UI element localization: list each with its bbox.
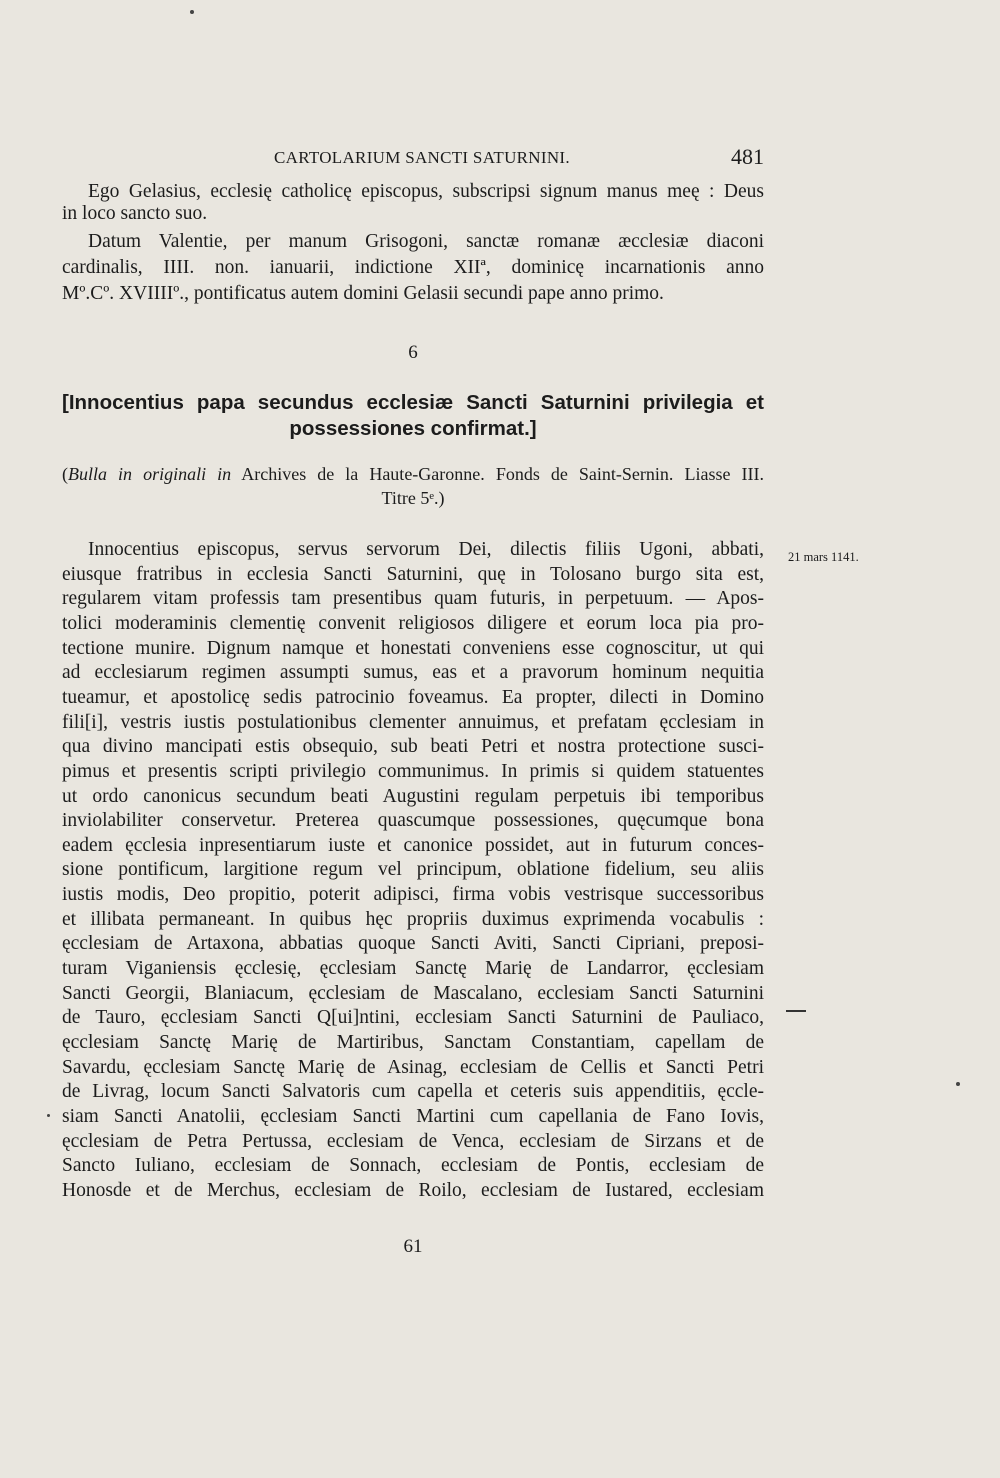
text-line: ęcclesiam de Artaxona, abbatias quoque Sancti Aviti, Sancti Cipriani, preposi- bbox=[62, 933, 764, 955]
text-line: Mº.Cº. XVIIIIº., pontificatus autem domini Gelasii secundi pape anno primo. bbox=[62, 283, 664, 304]
text-line: Sancto Iuliano, ecclesiam de Sonnach, ecclesiam de Pontis, ecclesiam de bbox=[62, 1155, 764, 1177]
text-line: ęcclesiam de Petra Pertussa, ecclesiam de Venca, ecclesiam de Sirzans et de bbox=[62, 1130, 764, 1152]
text-line: ad ecclesiarum regimen assumpti sumus, eas et a pravorum hominum nequitia bbox=[62, 662, 764, 684]
text-line: Honosde et de Merchus, ecclesiam de Roilo, ecclesiam de Iustared, ecclesiam bbox=[62, 1179, 764, 1201]
text-line: sione pontificum, largitione regum vel principum, oblatione fidelium, seu aliis bbox=[62, 859, 764, 881]
text-line: ęcclesiam Sanctę Marię de Martiribus, Sanctam Constantiam, capellam de bbox=[62, 1032, 764, 1053]
heading-line: possessiones confirmat.] bbox=[289, 417, 537, 440]
text-line: Datum Valentie, per manum Grisogoni, sanctæ romanæ æcclesiæ diaconi bbox=[88, 231, 764, 252]
text-line: inviolabiliter conservetur. Preterea quascumque possessiones, quęcumque bona bbox=[62, 810, 764, 832]
text-line: eadem ęcclesia inpresentiarum iuste et canonice possidet, aut in futurum conces- bbox=[62, 834, 764, 856]
text-line: tolici moderaminis clementię convenit religiosos diligere et eorum loca pia pro- bbox=[62, 612, 764, 634]
text-line: Ego Gelasius, ecclesię catholicę episcopus, subscripsi signum manus meę : Deus bbox=[88, 181, 764, 202]
paper-speck bbox=[47, 1114, 50, 1117]
signature-mark: 61 bbox=[403, 1236, 423, 1257]
text-line: Sancti Georgii, Blaniacum, ęcclesiam de Mascalano, ecclesiam Sancti Saturnini bbox=[62, 982, 764, 1004]
text-line: tueamur, et apostolicę sedis patrocinio foveamus. Ea propter, dilecti in Domino bbox=[62, 686, 764, 708]
source-archive: Archives de la Haute-Garonne. Fonds de Saint-Sernin. Liasse III. bbox=[241, 464, 764, 484]
margin-date: 21 mars 1141. bbox=[788, 550, 859, 564]
text-line: siam Sancti Anatolii, ęcclesiam Sancti Martini cum capellania de Fano Iovis, bbox=[62, 1105, 764, 1127]
source-line: (Bulla in originali in Archives de la Haute-Garonne. Fonds de Saint-Sernin. Liasse III. bbox=[62, 464, 764, 484]
text-line: ut ordo canonicus secundum beati Augustini regulam perpetuis ibi temporibus bbox=[62, 785, 764, 807]
text-line: de Tauro, ęcclesiam Sancti Q[ui]ntini, ecclesiam Sancti Saturnini de Pauliaco, bbox=[62, 1007, 764, 1029]
text-line: turam Viganiensis ęcclesię, ęcclesiam Sanctę Marię de Landarror, ęcclesiam bbox=[62, 958, 764, 980]
running-title: CARTOLARIUM SANCTI SATURNINI. bbox=[274, 148, 570, 167]
text-line: qua divino mancipati estis obsequio, sub beati Petri et nostra protectione susci- bbox=[62, 736, 764, 758]
margin-dash bbox=[786, 1010, 806, 1012]
paper-speck bbox=[190, 10, 194, 14]
preceding-document-end bbox=[62, 181, 764, 305]
source-italic: Bulla in originali in bbox=[68, 464, 232, 484]
section-number: 6 bbox=[408, 342, 418, 363]
heading-line: [Innocentius papa secundus ecclesiæ Sancti Saturnini privilegia et bbox=[62, 391, 764, 414]
text-line: cardinalis, IIII. non. ianuarii, indictione XIIª, dominicę incarnationis anno bbox=[62, 257, 764, 278]
paper-speck bbox=[956, 1082, 960, 1086]
text-line: Innocentius episcopus, servus servorum Dei, dilectis filiis Ugoni, abbati, bbox=[88, 539, 764, 560]
text-line: de Livrag, locum Sancti Salvatoris cum capella et ceteris suis appenditiis, ęccle- bbox=[62, 1081, 764, 1103]
text-line: iustis modis, Deo propitio, poterit adipisci, firma vobis vestrisque successoribus bbox=[62, 884, 764, 906]
text-line: regularem vitam professis tam presentibus quam futuris, in perpetuum. — Apos- bbox=[62, 588, 764, 610]
text-line: eiusque fratribus in ecclesia Sancti Saturnini, quę in Tolosano burgo sita est, bbox=[62, 563, 764, 585]
text-line: pimus et presentis scripti privilegio communimus. In primis si quidem statuentes bbox=[62, 760, 764, 782]
text-line: fili[i], vestris iustis postulationibus clementer annuimus, et prefatam ęcclesiam in bbox=[62, 711, 764, 733]
source-line-2: Titre 5ᵉ.) bbox=[381, 488, 445, 508]
page-number: 481 bbox=[731, 144, 764, 169]
text-line: tectione munire. Dignum namque et honestati conveniens esse cognoscitur, ut qui bbox=[62, 637, 764, 659]
source-note bbox=[62, 462, 764, 510]
text-line: et illibata permaneant. In quibus hęc propriis duximus exprimenda vocabulis : bbox=[62, 908, 764, 930]
text-line: Savardu, ęcclesiam Sanctę Marię de Asinag, ecclesiam de Cellis et Sancti Petri bbox=[62, 1056, 764, 1078]
text-line: in loco sancto suo. bbox=[62, 203, 208, 224]
section-heading bbox=[62, 390, 764, 442]
page-header bbox=[62, 146, 764, 178]
